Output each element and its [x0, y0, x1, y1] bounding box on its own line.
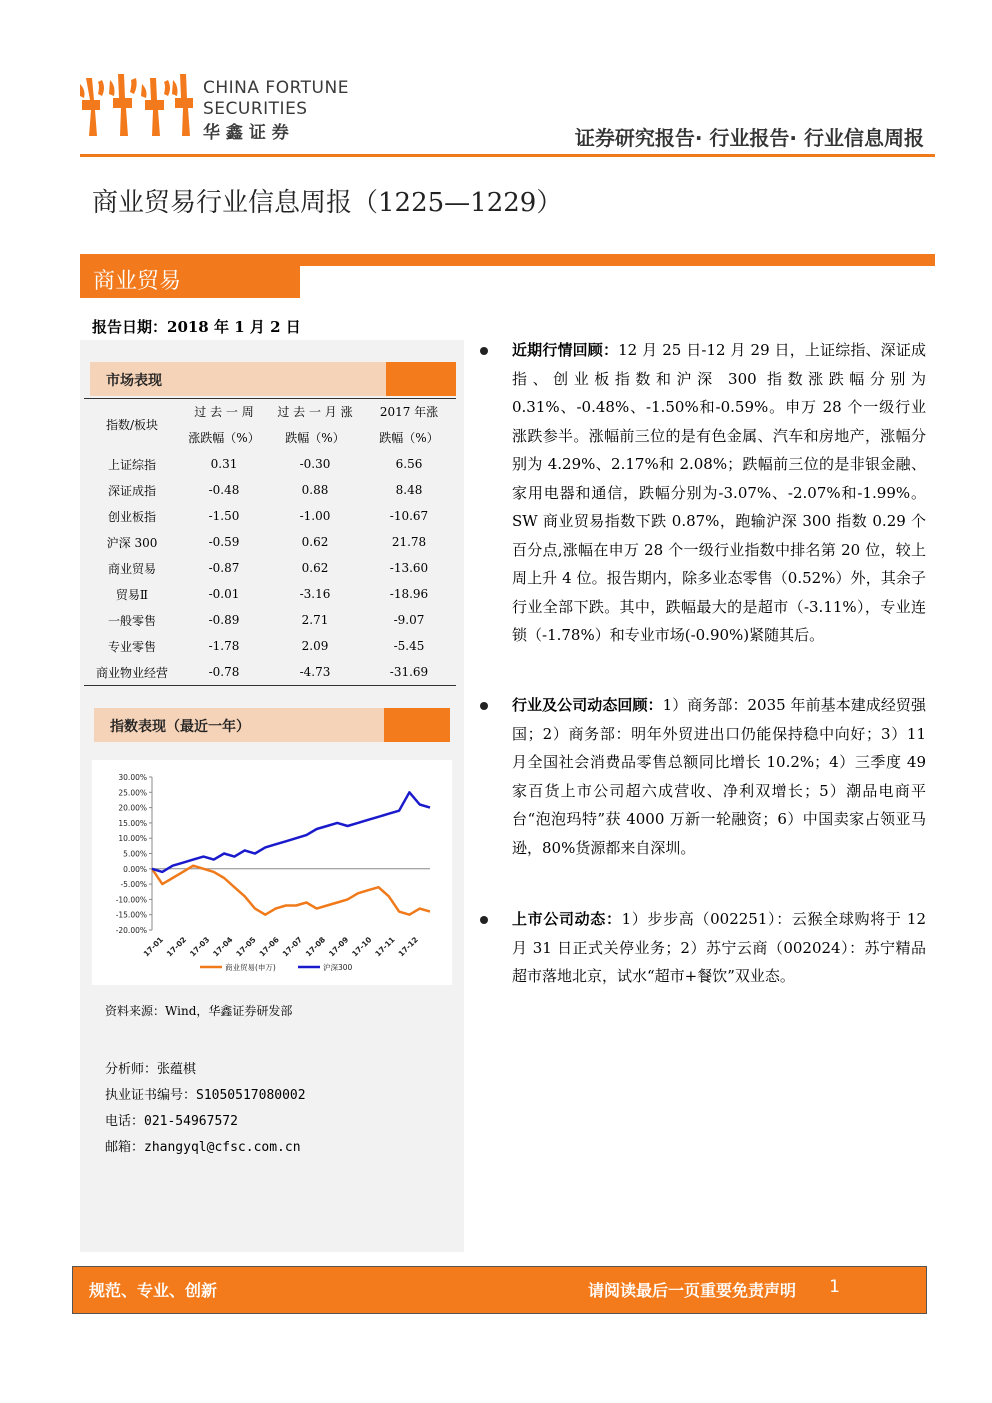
- x-tick-label: 17-03: [187, 935, 212, 959]
- row-name: 商业贸易: [107, 561, 156, 576]
- row-month: -4.73: [268, 659, 362, 686]
- row-year: -10.67: [389, 509, 429, 523]
- row-year: 8.48: [395, 483, 423, 497]
- brand-name-line2: SECURITIES: [203, 99, 308, 119]
- x-tick-label: 17-05: [234, 935, 258, 959]
- footer-disclaimer-link[interactable]: 请阅读最后一页重要免责声明: [587, 1281, 796, 1300]
- chart-container: [92, 760, 452, 985]
- y-tick-label: 5.00%: [123, 849, 147, 859]
- x-tick-label: 17-02: [164, 935, 189, 959]
- analyst-email: 邮箱：zhangyql@cfsc.com.cn: [105, 1140, 301, 1155]
- col-header-year-line1: 2017 年涨: [379, 405, 439, 419]
- series-line-1: [152, 792, 430, 872]
- bullet-dot: [480, 702, 488, 710]
- col-header-name: 指数/板块: [105, 418, 159, 432]
- row-name: 贸易Ⅱ: [115, 587, 149, 602]
- col-header-week: [180, 399, 268, 452]
- bullet-dot: [480, 916, 488, 924]
- y-tick-label: 30.00%: [118, 773, 147, 782]
- col-header-year-line2: 跌幅（%）: [379, 431, 439, 445]
- x-tick-label: 17-10: [350, 935, 374, 959]
- row-week: -1.78: [208, 639, 240, 653]
- row-week: -0.01: [208, 587, 240, 601]
- legend-label-1: 沪深300: [323, 963, 353, 972]
- row-month: 0.88: [301, 483, 329, 497]
- industry-banner: 商业贸易: [93, 269, 182, 294]
- row-year: -13.60: [389, 561, 429, 575]
- table-row: [84, 451, 456, 477]
- row-month: 0.62: [301, 561, 329, 575]
- page-footer: [72, 1266, 927, 1314]
- market-section-header: [90, 362, 456, 396]
- row-year: -9.07: [393, 613, 425, 627]
- bullet-title: 上市公司动态：: [512, 910, 622, 928]
- y-tick-label: 10.00%: [118, 834, 147, 844]
- x-tick-label: 17-09: [326, 935, 351, 959]
- analyst-phone: 电话：021-54967572: [105, 1114, 238, 1129]
- row-week: -0.87: [208, 561, 240, 575]
- table-row: [84, 529, 456, 555]
- row-name: 商业物业经营: [84, 659, 180, 686]
- table-row: [84, 477, 456, 503]
- row-month: 0.62: [301, 535, 329, 549]
- report-date: 报告日期：2018 年 1 月 2 日: [92, 318, 301, 336]
- table-row: [84, 633, 456, 659]
- row-week: -0.48: [208, 483, 240, 497]
- bullet-text: 12 月 25 日-12 月 29 日，上证综指、深证成指、创业板指数和沪深 300 指数涨跌幅分别为 0.31%、-0.48%、-1.50%和-0.59%。申万 28 个一级行业涨跌参半。涨幅前三位的是有色金属、汽车和房地产，涨幅分别为 4.29%、2.17%和 2.08%；跌幅前三位的是非银金融、家用电器和通信，跌幅分别为-3.07%、-2.07%和-1.99%。SW 商业贸易指数下跌 0.87%，跑输沪深 300 指数 0.29 个百分点,涨幅在申万 28 个一级行业指数中排名第 20 位，较上周上升 4 位。报告期内，除多业态零售（0.52%）外，其余子行业全部下跌。其中，跌幅最大的是超市（-3.11%），专业连锁（-1.78%）和专业市场(-0.90%)紧随其后。: [512, 341, 926, 644]
- col-header-month-line1: 过 去 一 月 涨: [277, 405, 353, 419]
- row-month: -1.00: [299, 509, 331, 523]
- report-type: 证券研究报告· 行业报告· 行业信息周报: [574, 126, 924, 150]
- row-name: 专业零售: [107, 639, 156, 654]
- y-tick-label: 20.00%: [118, 803, 147, 813]
- row-month: -0.30: [299, 457, 331, 471]
- table-row: [84, 607, 456, 633]
- market-performance-table: [84, 398, 456, 686]
- bullet-text: 1）商务部：2035 年前基本建成经贸强国；2）商务部：明年外贸进出口仍能保持稳中向好；3）11 月全国社会消费品零售总额同比增长 10.2%；4）三季度 49 家百货上市公司超六成营收、净利双增长；5）潮品电商平台“泡泡玛特”获 4000 万新一轮融资；6）中国卖家占领亚马逊，80%货源都来自深圳。: [512, 696, 926, 857]
- footer-slogan: 规范、专业、创新: [89, 1281, 218, 1300]
- row-week: -0.59: [208, 535, 240, 549]
- x-tick-label: 17-08: [303, 935, 328, 959]
- index-section-header: [94, 708, 450, 742]
- row-week: -0.78: [180, 659, 268, 686]
- y-tick-label: -10.00%: [115, 895, 147, 905]
- x-tick-label: 17-07: [280, 935, 304, 959]
- table-row: [84, 581, 456, 607]
- row-week: 0.31: [210, 457, 238, 471]
- source-note: 资料来源：Wind，华鑫证券研发部: [105, 1004, 293, 1018]
- index-line-chart: [92, 760, 452, 985]
- y-tick-label: -15.00%: [115, 910, 147, 920]
- table-row: [84, 555, 456, 581]
- header-rule: [80, 154, 935, 157]
- page-number: 1: [829, 1277, 840, 1297]
- y-tick-label: 0.00%: [123, 864, 147, 874]
- market-section-title: 市场表现: [106, 373, 162, 389]
- col-header-month-line2: 跌幅（%）: [285, 431, 345, 445]
- row-name: 一般零售: [107, 613, 156, 628]
- row-week: -1.50: [208, 509, 240, 523]
- bullet-industry-news: [512, 691, 926, 862]
- legend-label-0: 商业贸易(申万): [225, 963, 276, 972]
- y-tick-label: 15.00%: [118, 818, 147, 828]
- analyst-name: 分析师：张蕴棋: [105, 1062, 197, 1077]
- company-logo-icon: [80, 70, 195, 142]
- y-tick-label: -5.00%: [120, 880, 147, 890]
- row-name: 上证综指: [107, 457, 156, 472]
- bullet-market-review: [512, 336, 926, 650]
- report-title: 商业贸易行业信息周报（1225—1229）: [92, 188, 563, 218]
- col-header-week-line2: 涨跌幅（%）: [188, 431, 260, 445]
- analyst-cert: 执业证书编号：S1050517080002: [105, 1088, 306, 1103]
- row-year: -5.45: [393, 639, 425, 653]
- row-year: 6.56: [395, 457, 423, 471]
- row-year: -31.69: [362, 659, 456, 686]
- x-tick-label: 17-04: [211, 935, 235, 959]
- row-year: -18.96: [389, 587, 429, 601]
- bullet-dot: [480, 347, 488, 355]
- table-row: [84, 659, 456, 686]
- x-tick-label: 17-01: [141, 935, 165, 959]
- brand-name-cn: 华 鑫 证 券: [203, 123, 289, 143]
- table-row: [84, 503, 456, 529]
- row-year: 21.78: [391, 535, 427, 549]
- row-name: 创业板指: [107, 509, 156, 524]
- brand-name-line1: CHINA FORTUNE: [203, 78, 349, 98]
- col-header-month: [268, 399, 362, 452]
- row-name: 沪深 300: [106, 535, 158, 550]
- row-month: 2.09: [301, 639, 329, 653]
- x-tick-label: 17-11: [373, 935, 397, 959]
- table-header-row: [84, 399, 456, 452]
- bullet-company-news: [512, 905, 926, 991]
- row-week: -0.89: [208, 613, 240, 627]
- series-line-0: [152, 866, 430, 915]
- row-name: 深证成指: [107, 483, 156, 498]
- col-header-year: [362, 399, 456, 452]
- x-tick-label: 17-12: [396, 935, 420, 959]
- bullet-title: 近期行情回顾：: [512, 341, 619, 359]
- row-month: 2.71: [301, 613, 329, 627]
- bullet-text: 1）步步高（002251）：云猴全球购将于 12 月 31 日正式关停业务；2）苏宁云商（002024）：苏宁精品超市落地北京，试水“超市+餐饮”双业态。: [512, 910, 926, 985]
- y-tick-label: -20.00%: [115, 926, 147, 935]
- bullet-title: 行业及公司动态回顾：: [512, 696, 663, 714]
- y-tick-label: 25.00%: [118, 788, 147, 798]
- row-month: -3.16: [299, 587, 331, 601]
- index-section-title: 指数表现（最近一年）: [110, 719, 250, 735]
- col-header-week-line1: 过 去 一 周: [194, 405, 254, 419]
- x-tick-label: 17-06: [257, 935, 281, 959]
